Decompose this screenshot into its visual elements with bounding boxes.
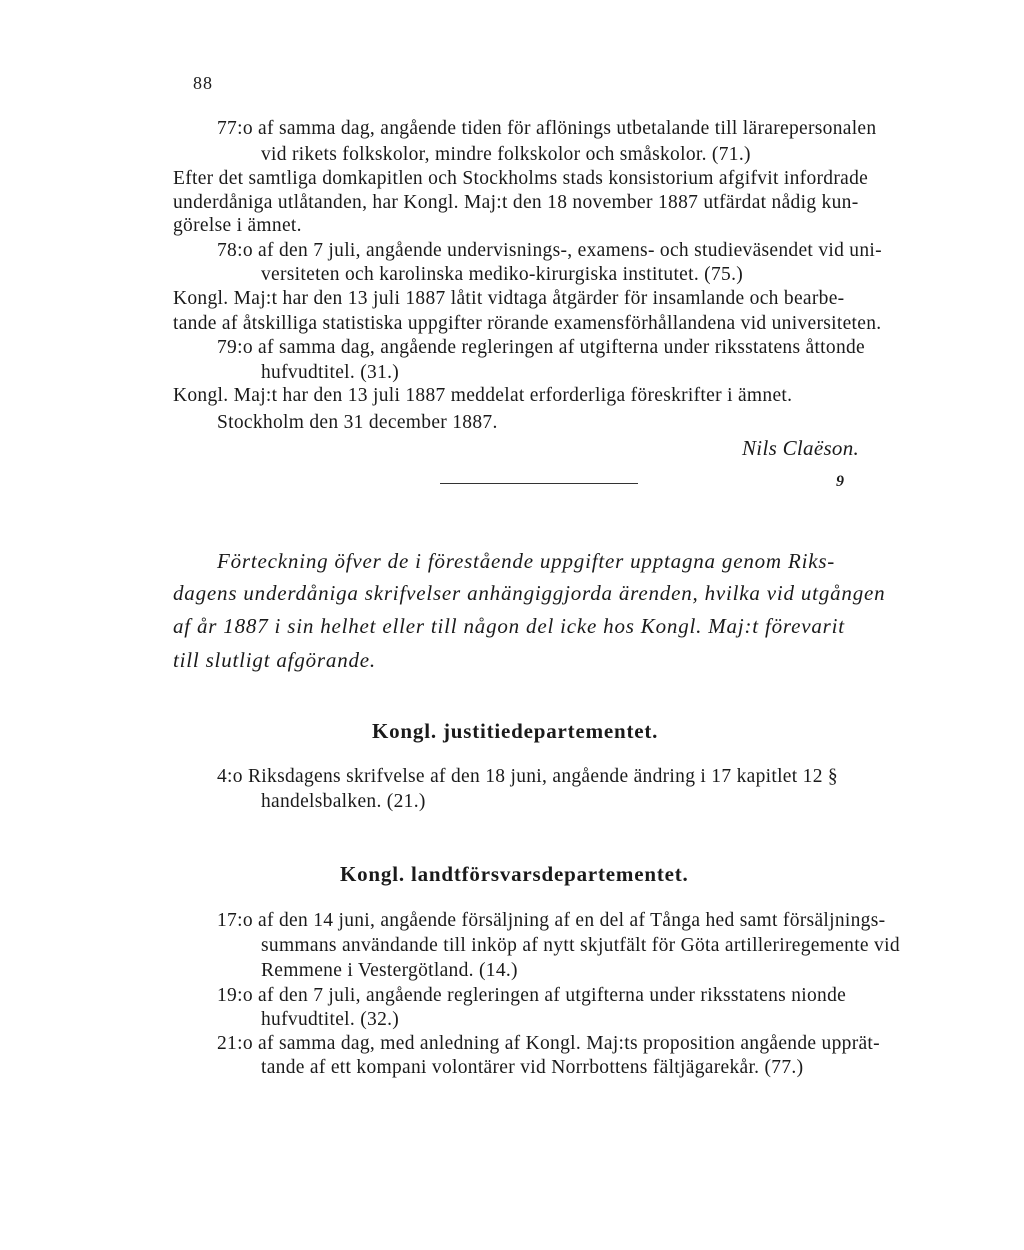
note-79: Kongl. Maj:t har den 13 juli 1887 meddelat erforderliga föreskrifter i ämnet. [173,385,793,406]
entry-78-line-2: versiteten och karolinska mediko-kirurgiska institutet. (75.) [261,264,744,285]
page-number: 88 [193,73,213,93]
entry-17-line-1: 17:o af den 14 juni, angående försäljning af en del af Tånga hed samt försäljnings- [217,910,886,931]
list-title-line-4: till slutligt afgörande. [173,648,376,672]
page-mark: 9 [836,473,844,490]
entry-21-line-2: tande af ett kompani volontärer vid Norrbottens fältjägarekår. (77.) [261,1057,804,1078]
entry-79-line-1: 79:o af samma dag, angående regleringen af utgifterna under riksstatens åttonde [217,337,866,358]
list-title-line-3: af år 1887 i sin helhet eller till någon del icke hos Kongl. Maj:t förevarit [173,614,845,638]
heading-justitiedepartementet: Kongl. justitiedepartementet. [372,719,659,743]
heading-landtforsvarsdepartementet: Kongl. landtförsvarsdepartementet. [340,862,689,886]
entry-79-line-2: hufvudtitel. (31.) [261,362,400,383]
entry-77-line-2: vid rikets folkskolor, mindre folkskolor och småskolor. (71.) [261,144,751,165]
list-title-line-2: dagens underdåniga skrifvelser anhängiggjorda ärenden, hvilka vid utgången [173,581,886,605]
dateline: Stockholm den 31 december 1887. [217,412,498,433]
note-77-line-3: görelse i ämnet. [173,215,302,236]
entry-17-line-3: Remmene i Vestergötland. (14.) [261,960,518,981]
list-title-line-1: Förteckning öfver de i förestående uppgifter upptagna genom Riks- [217,549,836,573]
entry-19-line-1: 19:o af den 7 juli, angående regleringen af utgifterna under riksstatens nionde [217,985,847,1006]
note-78-line-1: Kongl. Maj:t har den 13 juli 1887 låtit vidtaga åtgärder för insamlande och bearbe- [173,288,845,309]
entry-19-line-2: hufvudtitel. (32.) [261,1009,400,1030]
note-77-line-2: underdåniga utlåtanden, har Kongl. Maj:t den 18 november 1887 utfärdat nådig kun- [173,192,859,213]
signature: Nils Claëson. [742,436,860,460]
note-77-line-1: Efter det samtliga domkapitlen och Stockholms stads konsistorium afgifvit infordrade [173,168,869,189]
entry-4-line-1: 4:o Riksdagens skrifvelse af den 18 juni, angående ändring i 17 kapitlet 12 § [217,766,838,787]
section-divider [440,483,638,484]
entry-77-line-1: 77:o af samma dag, angående tiden för aflönings utbetalande till lärarepersonalen [217,118,877,139]
entry-21-line-1: 21:o af samma dag, med anledning af Kongl. Maj:ts proposition angående upprät- [217,1033,880,1054]
entry-17-line-2: summans användande till inköp af nytt skjutfält för Göta artilleriregemente vid [261,935,900,956]
entry-78-line-1: 78:o af den 7 juli, angående undervisnings-, examens- och studieväsendet vid uni- [217,240,882,261]
entry-4-line-2: handelsbalken. (21.) [261,791,426,812]
note-78-line-2: tande af åtskilliga statistiska uppgifter rörande examensförhållandena vid universiteten. [173,313,882,334]
